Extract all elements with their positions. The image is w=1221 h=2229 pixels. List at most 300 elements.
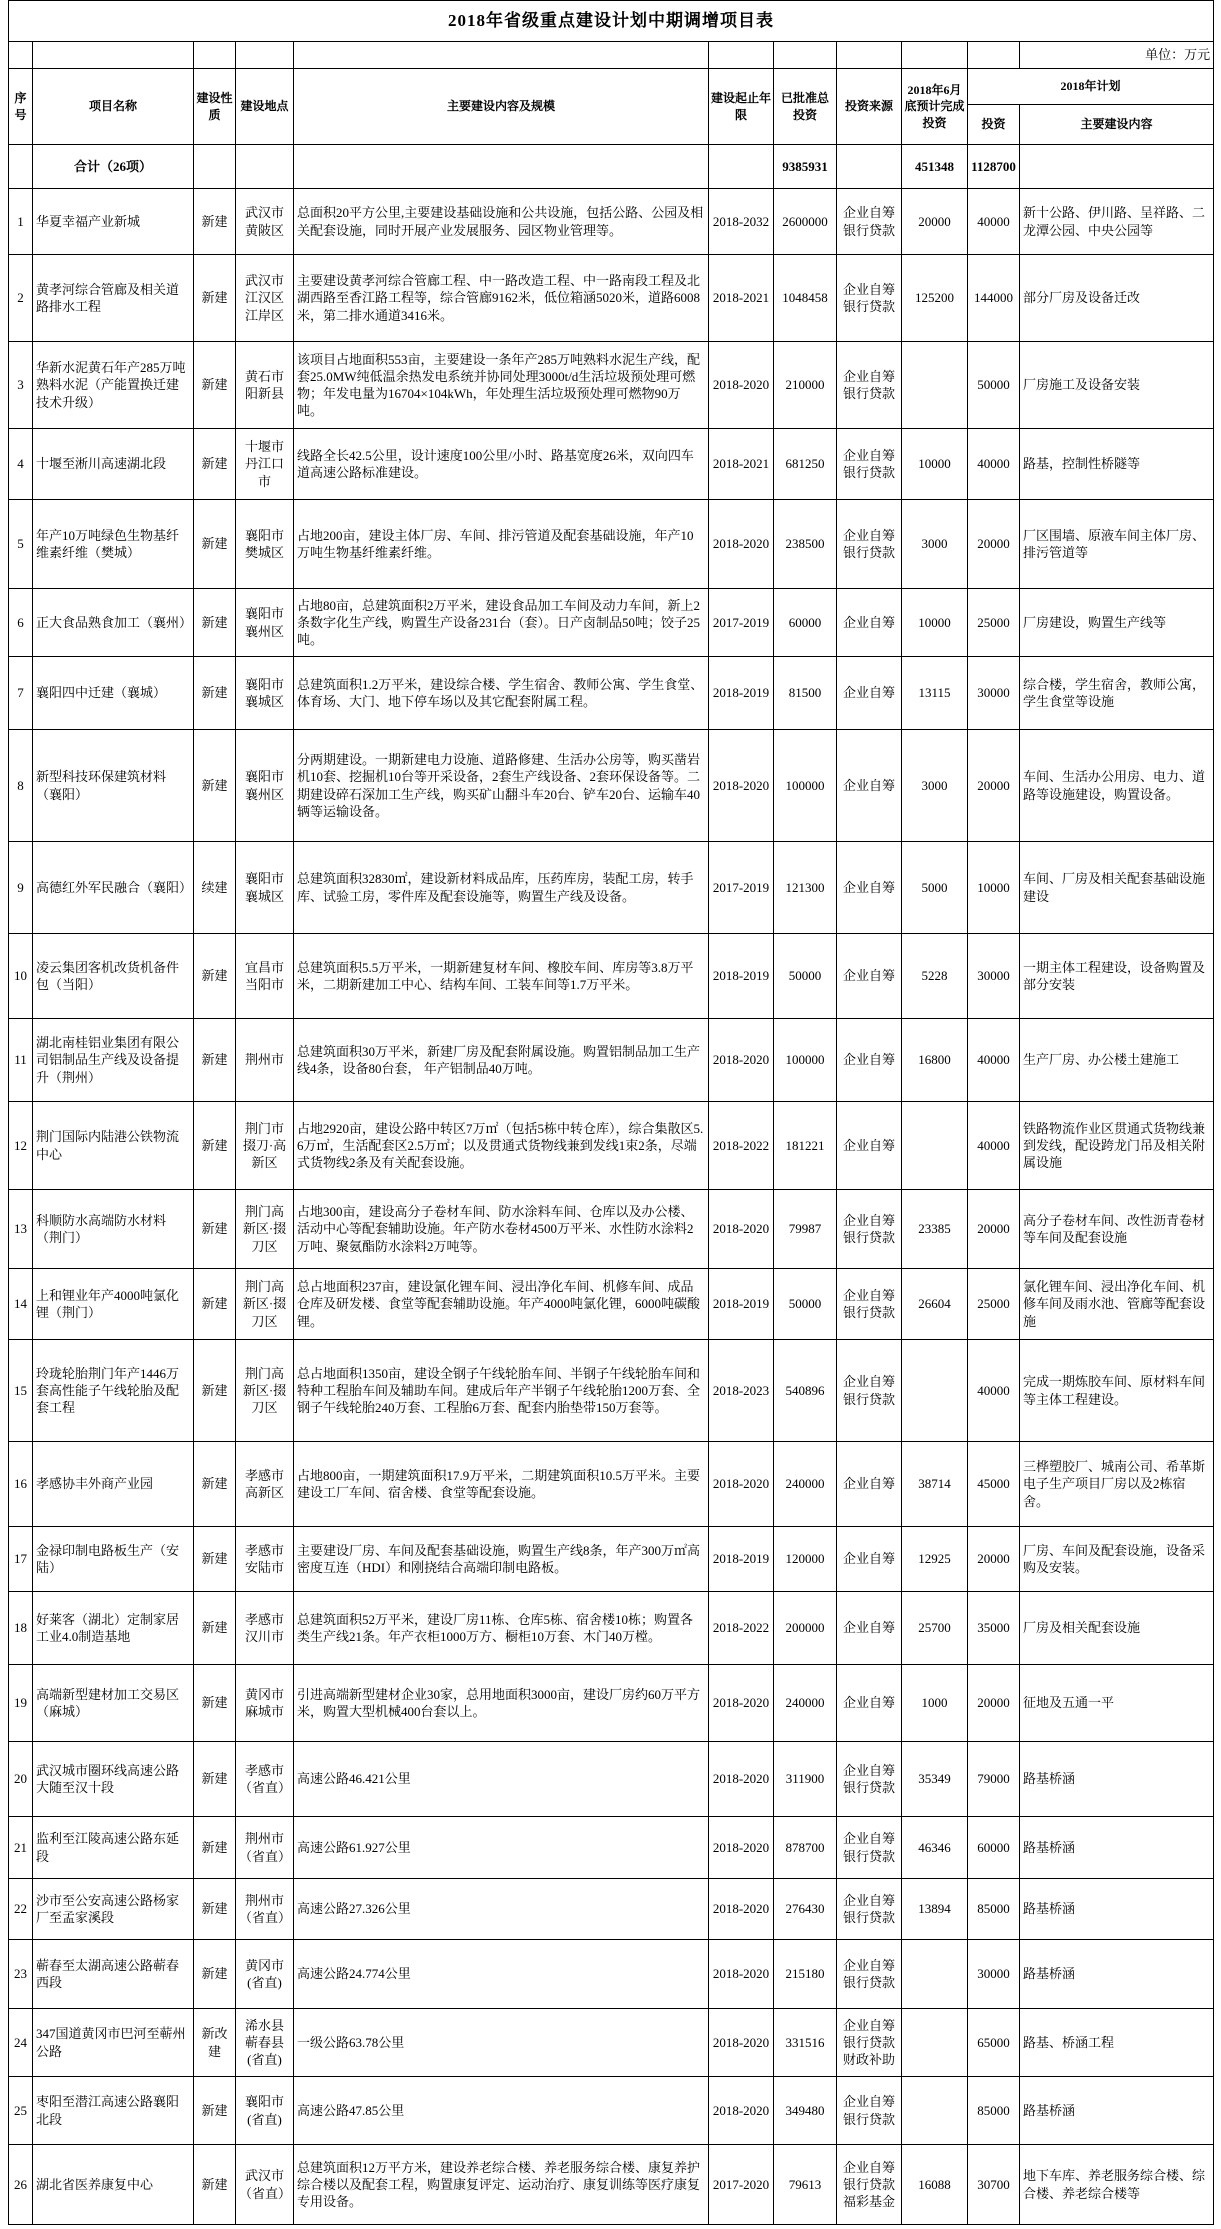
cell-nature: 新建 [194, 429, 236, 500]
cell-nature: 新建 [194, 1940, 236, 2009]
cell-seq: 2 [9, 255, 33, 342]
cell-nature: 新建 [194, 1442, 236, 1527]
cell-years: 2018-2020 [709, 1665, 774, 1742]
table-row [9, 1442, 1214, 1527]
cell-plan-invest: 30700 [968, 2145, 1020, 2225]
cell-approved: 238500 [774, 500, 837, 589]
cell-name: 襄阳四中迁建（襄城） [33, 657, 194, 730]
cell-location: 襄阳市樊城区 [236, 500, 294, 589]
table-row [9, 842, 1214, 934]
cell-name: 蕲春至太湖高速公路蕲春西段 [33, 1940, 194, 2009]
cell-years [709, 145, 774, 189]
cell-plan-content: 路基、桥涵工程 [1020, 2009, 1214, 2077]
header-nature: 建设性质 [194, 69, 236, 145]
cell-nature: 新建 [194, 2145, 236, 2225]
cell-nature: 新建 [194, 1879, 236, 1940]
unit-row-spacer [9, 42, 33, 69]
cell-plan-content: 路基桥涵 [1020, 1817, 1214, 1879]
table-row [9, 500, 1214, 589]
cell-nature: 新建 [194, 1527, 236, 1592]
cell-location: 襄阳市(省直) [236, 2077, 294, 2145]
cell-source: 企业自筹银行贷款 [837, 500, 902, 589]
cell-source [837, 145, 902, 189]
cell-june: 26604 [902, 1269, 968, 1340]
table-row [9, 1269, 1214, 1340]
cell-june: 16800 [902, 1019, 968, 1102]
cell-nature: 新改建 [194, 2009, 236, 2077]
cell-approved: 121300 [774, 842, 837, 934]
cell-approved: 311900 [774, 1742, 837, 1817]
unit-note: 单位：万元 [1020, 42, 1214, 69]
header-approved-investment: 已批准总投资 [774, 69, 837, 145]
cell-plan-content: 新十公路、伊川路、呈祥路、二龙潭公园、中央公园等 [1020, 189, 1214, 255]
cell-name: 凌云集团客机改货机备件包（当阳） [33, 934, 194, 1019]
cell-source: 企业自筹银行贷款 [837, 1269, 902, 1340]
cell-plan-invest: 65000 [968, 2009, 1020, 2077]
cell-years: 2018-2019 [709, 934, 774, 1019]
cell-name: 湖北南桂铝业集团有限公司铝制品生产线及设备提升（荆州） [33, 1019, 194, 1102]
cell-plan-content [1020, 145, 1214, 189]
cell-approved: 181221 [774, 1102, 837, 1190]
cell-nature: 新建 [194, 730, 236, 842]
cell-content: 总面积20平方公里,主要建设基础设施和公共设施，包括公路、公园及相关配套设施，同时开展产业发展服务、园区物业管理等。 [294, 189, 709, 255]
cell-content: 总占地面积1350亩，建设全钢子午线轮胎车间、半钢子午线轮胎车间和特种工程胎车间及辅助车间。建成后年产半钢子午线轮胎1200万套、全钢子午线轮胎240万套、工程胎6万套、配套内胎垫带150万套等。 [294, 1340, 709, 1442]
cell-approved: 276430 [774, 1879, 837, 1940]
cell-plan-invest: 10000 [968, 842, 1020, 934]
cell-years: 2018-2019 [709, 1527, 774, 1592]
header-2018-plan: 2018年计划 [968, 69, 1214, 105]
cell-nature: 新建 [194, 934, 236, 1019]
cell-content: 线路全长42.5公里，设计速度100公里/小时、路基宽度26米，双向四车道高速公路标准建设。 [294, 429, 709, 500]
cell-location: 襄阳市襄州区 [236, 589, 294, 657]
cell-location: 荆门市掇刀·高新区 [236, 1102, 294, 1190]
cell-years: 2018-2020 [709, 1442, 774, 1527]
cell-plan-content: 部分厂房及设备迁改 [1020, 255, 1214, 342]
cell-nature: 新建 [194, 1592, 236, 1665]
table-row [9, 2009, 1214, 2077]
cell-location: 孝感市安陆市 [236, 1527, 294, 1592]
cell-location: 宜昌市当阳市 [236, 934, 294, 1019]
cell-content [294, 145, 709, 189]
cell-years: 2018-2019 [709, 657, 774, 730]
cell-years: 2018-2020 [709, 2009, 774, 2077]
cell-seq: 12 [9, 1102, 33, 1190]
cell-seq: 5 [9, 500, 33, 589]
cell-june: 10000 [902, 429, 968, 500]
cell-name: 玲珑轮胎荆门年产1446万套高性能子午线轮胎及配套工程 [33, 1340, 194, 1442]
cell-june [902, 2009, 968, 2077]
header-investment-source: 投资来源 [837, 69, 902, 145]
cell-source: 企业自筹银行贷款 [837, 1817, 902, 1879]
cell-plan-content: 路基桥涵 [1020, 2077, 1214, 2145]
cell-seq: 24 [9, 2009, 33, 2077]
cell-years: 2018-2022 [709, 1592, 774, 1665]
cell-seq: 25 [9, 2077, 33, 2145]
cell-name: 华新水泥黄石年产285万吨熟料水泥（产能置换迁建技术升级） [33, 342, 194, 429]
cell-plan-invest: 40000 [968, 1102, 1020, 1190]
cell-source: 企业自筹 [837, 657, 902, 730]
cell-years: 2018-2019 [709, 1269, 774, 1340]
cell-years: 2018-2020 [709, 342, 774, 429]
cell-seq: 20 [9, 1742, 33, 1817]
cell-content: 高速公路61.927公里 [294, 1817, 709, 1879]
cell-content: 总建筑面积52万平米，建设厂房11栋、仓库5栋、宿舍楼10栋；购置各类生产线21条。年产衣柜1000万方、橱柜10万套、木门40万樘。 [294, 1592, 709, 1665]
cell-seq: 26 [9, 2145, 33, 2225]
cell-plan-content: 氯化锂车间、浸出净化车间、机修车间及雨水池、管廊等配套设施 [1020, 1269, 1214, 1340]
cell-location: 襄阳市襄城区 [236, 842, 294, 934]
header-june-2018-completed: 2018年6月底预计完成投资 [902, 69, 968, 145]
cell-approved: 120000 [774, 1527, 837, 1592]
cell-name: 华夏幸福产业新城 [33, 189, 194, 255]
cell-location: 荆州市（省直） [236, 1817, 294, 1879]
projects-table [8, 0, 1214, 2225]
cell-seq: 4 [9, 429, 33, 500]
table-row [9, 1940, 1214, 2009]
cell-plan-content: 厂区围墙、原液车间主体厂房、排污管道等 [1020, 500, 1214, 589]
cell-source: 企业自筹 [837, 589, 902, 657]
cell-location: 武汉市（省直） [236, 2145, 294, 2225]
cell-location: 荆门高新区·掇刀区 [236, 1190, 294, 1269]
unit-row-spacer [294, 42, 709, 69]
cell-june: 451348 [902, 145, 968, 189]
cell-source: 企业自筹 [837, 842, 902, 934]
cell-location: 荆州市（省直） [236, 1879, 294, 1940]
cell-source: 企业自筹银行贷款 [837, 1190, 902, 1269]
cell-approved: 50000 [774, 934, 837, 1019]
cell-source: 企业自筹 [837, 1019, 902, 1102]
cell-name: 金禄印制电路板生产（安陆） [33, 1527, 194, 1592]
cell-june: 1000 [902, 1665, 968, 1742]
cell-seq: 15 [9, 1340, 33, 1442]
unit-row-spacer [837, 42, 902, 69]
cell-plan-content: 完成一期炼胶车间、原材料车间等主体工程建设。 [1020, 1340, 1214, 1442]
cell-source: 企业自筹 [837, 730, 902, 842]
cell-nature: 新建 [194, 2077, 236, 2145]
cell-approved: 2600000 [774, 189, 837, 255]
cell-approved: 681250 [774, 429, 837, 500]
page-title: 2018年省级重点建设计划中期调增项目表 [9, 1, 1214, 42]
unit-row-spacer [968, 42, 1020, 69]
table-row [9, 189, 1214, 255]
cell-plan-content: 车间、生活办公用房、电力、道路等设施建设，购置设备。 [1020, 730, 1214, 842]
cell-name: 年产10万吨绿色生物基纤维素纤维（樊城） [33, 500, 194, 589]
cell-years: 2018-2020 [709, 1879, 774, 1940]
cell-source: 企业自筹银行贷款 [837, 1340, 902, 1442]
cell-name: 高德红外军民融合（襄阳） [33, 842, 194, 934]
cell-content: 引进高端新型建材企业30家，总用地面积3000亩，建设厂房约60万平方米，购置大型机械400台套以上。 [294, 1665, 709, 1742]
cell-plan-content: 征地及五通一平 [1020, 1665, 1214, 1742]
cell-plan-invest: 20000 [968, 1527, 1020, 1592]
cell-plan-invest: 144000 [968, 255, 1020, 342]
cell-content: 总建筑面积30万平米，新建厂房及配套附属设施。购置铝制品加工生产线4条，设备80台套， 年产铝制品40万吨。 [294, 1019, 709, 1102]
cell-location: 孝感市高新区 [236, 1442, 294, 1527]
header-location: 建设地点 [236, 69, 294, 145]
cell-nature: 新建 [194, 1019, 236, 1102]
cell-nature: 新建 [194, 255, 236, 342]
cell-approved: 9385931 [774, 145, 837, 189]
cell-plan-invest: 1128700 [968, 145, 1020, 189]
cell-approved: 215180 [774, 1940, 837, 2009]
cell-plan-invest: 25000 [968, 589, 1020, 657]
cell-content: 高速公路27.326公里 [294, 1879, 709, 1940]
cell-june: 5000 [902, 842, 968, 934]
cell-seq: 9 [9, 842, 33, 934]
cell-june: 16088 [902, 2145, 968, 2225]
table-row [9, 429, 1214, 500]
header-years: 建设起止年限 [709, 69, 774, 145]
cell-plan-invest: 25000 [968, 1269, 1020, 1340]
cell-source: 企业自筹银行贷款 [837, 1879, 902, 1940]
cell-nature: 新建 [194, 1742, 236, 1817]
cell-content: 总建筑面积32830㎡，建设新材料成品库，压药库房，装配工房，转手库、试验工房，零件库及配套设施等，购置生产线及设备。 [294, 842, 709, 934]
cell-name: 合计（26项） [33, 145, 194, 189]
cell-content: 高速公路46.421公里 [294, 1742, 709, 1817]
cell-years: 2018-2020 [709, 1190, 774, 1269]
cell-plan-content: 路基桥涵 [1020, 1879, 1214, 1940]
cell-approved: 878700 [774, 1817, 837, 1879]
cell-plan-content: 路基桥涵 [1020, 1742, 1214, 1817]
cell-plan-invest: 30000 [968, 934, 1020, 1019]
cell-plan-invest: 40000 [968, 189, 1020, 255]
cell-years: 2018-2032 [709, 189, 774, 255]
cell-location: 孝感市（省直） [236, 1742, 294, 1817]
cell-location: 襄阳市襄州区 [236, 730, 294, 842]
cell-content: 占地800亩，一期建筑面积17.9万平米，二期建筑面积10.5万平米。主要建设工厂车间、宿舍楼、食堂等配套设施。 [294, 1442, 709, 1527]
cell-nature: 新建 [194, 1817, 236, 1879]
cell-seq: 6 [9, 589, 33, 657]
cell-seq: 10 [9, 934, 33, 1019]
cell-june: 125200 [902, 255, 968, 342]
cell-location: 浠水县蕲春县(省直) [236, 2009, 294, 2077]
cell-seq: 3 [9, 342, 33, 429]
cell-name: 武汉城市圈环线高速公路大随至汉十段 [33, 1742, 194, 1817]
cell-approved: 240000 [774, 1665, 837, 1742]
cell-june: 10000 [902, 589, 968, 657]
cell-content: 分两期建设。一期新建电力设施、道路修建、生活办公房等，购买凿岩机10套、挖掘机10台等开采设备，2套生产线设备、2套环保设备等。二期建设碎石深加工生产线，购买矿山翻斗车20台、铲车20台、运输车40辆等运输设备。 [294, 730, 709, 842]
cell-content: 占地80亩，总建筑面积2万平米，建设食品加工车间及动力车间，新上2条数字化生产线，购置生产设备231台（套）。日产卤制品50吨；饺子25吨。 [294, 589, 709, 657]
unit-row-spacer [709, 42, 774, 69]
cell-approved: 81500 [774, 657, 837, 730]
cell-seq: 23 [9, 1940, 33, 2009]
cell-plan-content: 路基桥涵 [1020, 1940, 1214, 2009]
cell-location: 荆门高新区·掇刀区 [236, 1269, 294, 1340]
cell-plan-invest: 30000 [968, 1940, 1020, 2009]
cell-content: 总占地面积237亩，建设氯化锂车间、浸出净化车间、机修车间、成品仓库及研发楼、食堂等配套辅助设施。年产4000吨氯化锂，6000吨碳酸锂。 [294, 1269, 709, 1340]
cell-plan-content: 路基，控制性桥隧等 [1020, 429, 1214, 500]
cell-name: 十堰至淅川高速湖北段 [33, 429, 194, 500]
cell-june: 35349 [902, 1742, 968, 1817]
cell-seq: 7 [9, 657, 33, 730]
table-row [9, 2145, 1214, 2225]
cell-approved: 100000 [774, 730, 837, 842]
cell-approved: 79987 [774, 1190, 837, 1269]
cell-plan-invest: 79000 [968, 1742, 1020, 1817]
cell-seq: 11 [9, 1019, 33, 1102]
cell-seq: 14 [9, 1269, 33, 1340]
cell-nature: 新建 [194, 589, 236, 657]
cell-june: 12925 [902, 1527, 968, 1592]
cell-years: 2018-2020 [709, 730, 774, 842]
cell-nature: 续建 [194, 842, 236, 934]
cell-name: 上和锂业年产4000吨氯化锂（荆门） [33, 1269, 194, 1340]
cell-content: 主要建设黄孝河综合管廊工程、中一路改造工程、中一路南段工程及北湖西路至香江路工程等，综合管廊9162米，低位箱涵5020米，道路6008米，第二排水通道3416米。 [294, 255, 709, 342]
cell-source: 企业自筹 [837, 1527, 902, 1592]
cell-plan-content: 三桦塑胶厂、城南公司、希革斯电子生产项目厂房以及2栋宿舍。 [1020, 1442, 1214, 1527]
cell-seq: 1 [9, 189, 33, 255]
cell-approved: 79613 [774, 2145, 837, 2225]
cell-plan-content: 一期主体工程建设，设备购置及部分安装 [1020, 934, 1214, 1019]
header-plan-invest: 投资 [968, 105, 1020, 145]
cell-location: 荆州市 [236, 1019, 294, 1102]
cell-plan-invest: 40000 [968, 1340, 1020, 1442]
cell-plan-invest: 60000 [968, 1817, 1020, 1879]
cell-seq: 18 [9, 1592, 33, 1665]
cell-plan-content: 铁路物流作业区贯通式货物线兼到发线，配设跨龙门吊及相关附属设施 [1020, 1102, 1214, 1190]
table-row [9, 1102, 1214, 1190]
cell-june: 20000 [902, 189, 968, 255]
cell-years: 2018-2020 [709, 1940, 774, 2009]
cell-nature: 新建 [194, 1102, 236, 1190]
cell-name: 黄孝河综合管廊及相关道路排水工程 [33, 255, 194, 342]
cell-source: 企业自筹银行贷款福彩基金 [837, 2145, 902, 2225]
cell-approved: 210000 [774, 342, 837, 429]
cell-plan-invest: 20000 [968, 1190, 1020, 1269]
cell-name: 科顺防水高端防水材料（荆门） [33, 1190, 194, 1269]
table-header-row [9, 69, 1214, 105]
cell-source: 企业自筹 [837, 1592, 902, 1665]
cell-location: 黄石市阳新县 [236, 342, 294, 429]
cell-june: 3000 [902, 500, 968, 589]
cell-nature: 新建 [194, 1665, 236, 1742]
cell-content: 主要建设厂房、车间及配套基础设施，购置生产线8条，年产300万㎡高密度互连（HDI）和刚挠结合高端印制电路板。 [294, 1527, 709, 1592]
table-row [9, 730, 1214, 842]
cell-location: 武汉市黄陂区 [236, 189, 294, 255]
cell-nature: 新建 [194, 657, 236, 730]
cell-nature: 新建 [194, 189, 236, 255]
table-row [9, 1879, 1214, 1940]
cell-content: 总建筑面积1.2万平米，建设综合楼、学生宿舍、教师公寓、学生食堂、体育场、大门、地下停车场以及其它配套附属工程。 [294, 657, 709, 730]
header-plan-content: 主要建设内容 [1020, 105, 1214, 145]
cell-june: 38714 [902, 1442, 968, 1527]
unit-row-spacer [194, 42, 236, 69]
cell-plan-invest: 40000 [968, 429, 1020, 500]
cell-seq [9, 145, 33, 189]
cell-plan-invest: 30000 [968, 657, 1020, 730]
table-row [9, 1019, 1214, 1102]
cell-source: 企业自筹 [837, 1665, 902, 1742]
cell-seq: 19 [9, 1665, 33, 1742]
table-row [9, 1742, 1214, 1817]
cell-seq: 13 [9, 1190, 33, 1269]
cell-location: 襄阳市襄城区 [236, 657, 294, 730]
cell-approved: 60000 [774, 589, 837, 657]
cell-approved: 50000 [774, 1269, 837, 1340]
cell-content: 该项目占地面积553亩，主要建设一条年产285万吨熟料水泥生产线，配套25.0MW纯低温余热发电系统并协同处理3000t/d生活垃圾预处理可燃物；年发电量为16704×104kWh，年处理生活垃圾预处理可燃物90万吨。 [294, 342, 709, 429]
cell-seq: 8 [9, 730, 33, 842]
cell-june [902, 1940, 968, 2009]
cell-plan-invest: 45000 [968, 1442, 1020, 1527]
cell-years: 2017-2019 [709, 589, 774, 657]
cell-name: 湖北省医养康复中心 [33, 2145, 194, 2225]
cell-june [902, 1340, 968, 1442]
cell-content: 高速公路24.774公里 [294, 1940, 709, 2009]
table-row [9, 1592, 1214, 1665]
cell-name: 新型科技环保建筑材料（襄阳） [33, 730, 194, 842]
cell-approved: 349480 [774, 2077, 837, 2145]
cell-plan-invest: 20000 [968, 1665, 1020, 1742]
cell-june: 3000 [902, 730, 968, 842]
cell-source: 企业自筹银行贷款财政补助 [837, 2009, 902, 2077]
cell-nature [194, 145, 236, 189]
cell-location: 荆门高新区·掇刀区 [236, 1340, 294, 1442]
cell-content: 占地200亩，建设主体厂房、车间、排污管道及配套基础设施，年产10万吨生物基纤维素纤维。 [294, 500, 709, 589]
cell-plan-content: 厂房、车间及配套设施，设备采购及安装。 [1020, 1527, 1214, 1592]
cell-plan-content: 生产厂房、办公楼土建施工 [1020, 1019, 1214, 1102]
cell-plan-invest: 20000 [968, 500, 1020, 589]
cell-plan-content: 高分子卷材车间、改性沥青卷材等车间及配套设施 [1020, 1190, 1214, 1269]
cell-seq: 21 [9, 1817, 33, 1879]
unit-row-spacer [902, 42, 968, 69]
total-row [9, 145, 1214, 189]
cell-plan-invest: 85000 [968, 1879, 1020, 1940]
cell-name: 347国道黄冈市巴河至蕲州公路 [33, 2009, 194, 2077]
cell-nature: 新建 [194, 1190, 236, 1269]
cell-nature: 新建 [194, 1340, 236, 1442]
cell-years: 2018-2021 [709, 255, 774, 342]
cell-source: 企业自筹银行贷款 [837, 429, 902, 500]
cell-seq: 17 [9, 1527, 33, 1592]
cell-years: 2018-2023 [709, 1340, 774, 1442]
cell-plan-content: 综合楼，学生宿舍，教师公寓，学生食堂等设施 [1020, 657, 1214, 730]
table-row [9, 1527, 1214, 1592]
cell-location: 黄冈市麻城市 [236, 1665, 294, 1742]
cell-june: 46346 [902, 1817, 968, 1879]
cell-content: 占地300亩，建设高分子卷材车间、防水涂料车间、仓库以及办公楼、活动中心等配套辅助设施。年产防水卷材4500万平米、水性防水涂料2万吨、聚氨酯防水涂料2万吨等。 [294, 1190, 709, 1269]
table-row [9, 342, 1214, 429]
cell-years: 2018-2020 [709, 500, 774, 589]
title-row [9, 1, 1214, 42]
unit-row-spacer [33, 42, 194, 69]
cell-plan-invest: 40000 [968, 1019, 1020, 1102]
cell-seq: 22 [9, 1879, 33, 1940]
header-project-name: 项目名称 [33, 69, 194, 145]
cell-content: 总建筑面积5.5万平米，一期新建复材车间、橡胶车间、库房等3.8万平米，二期新建加工中心、结构车间、工装车间等1.7万平米。 [294, 934, 709, 1019]
cell-june: 5228 [902, 934, 968, 1019]
cell-source: 企业自筹 [837, 934, 902, 1019]
cell-years: 2018-2022 [709, 1102, 774, 1190]
cell-years: 2018-2020 [709, 1742, 774, 1817]
cell-years: 2018-2020 [709, 2077, 774, 2145]
cell-june: 23385 [902, 1190, 968, 1269]
cell-years: 2017-2019 [709, 842, 774, 934]
cell-source: 企业自筹银行贷款 [837, 255, 902, 342]
table-row [9, 589, 1214, 657]
cell-content: 高速公路47.85公里 [294, 2077, 709, 2145]
cell-approved: 240000 [774, 1442, 837, 1527]
table-row [9, 1190, 1214, 1269]
cell-approved: 540896 [774, 1340, 837, 1442]
cell-name: 枣阳至潜江高速公路襄阳北段 [33, 2077, 194, 2145]
cell-years: 2018-2020 [709, 1817, 774, 1879]
cell-location: 十堰市丹江口市 [236, 429, 294, 500]
cell-approved: 100000 [774, 1019, 837, 1102]
cell-june: 13894 [902, 1879, 968, 1940]
cell-source: 企业自筹银行贷款 [837, 1940, 902, 2009]
cell-name: 高端新型建材加工交易区（麻城） [33, 1665, 194, 1742]
cell-name: 监利至江陵高速公路东延段 [33, 1817, 194, 1879]
cell-source: 企业自筹银行贷款 [837, 1742, 902, 1817]
cell-june [902, 342, 968, 429]
